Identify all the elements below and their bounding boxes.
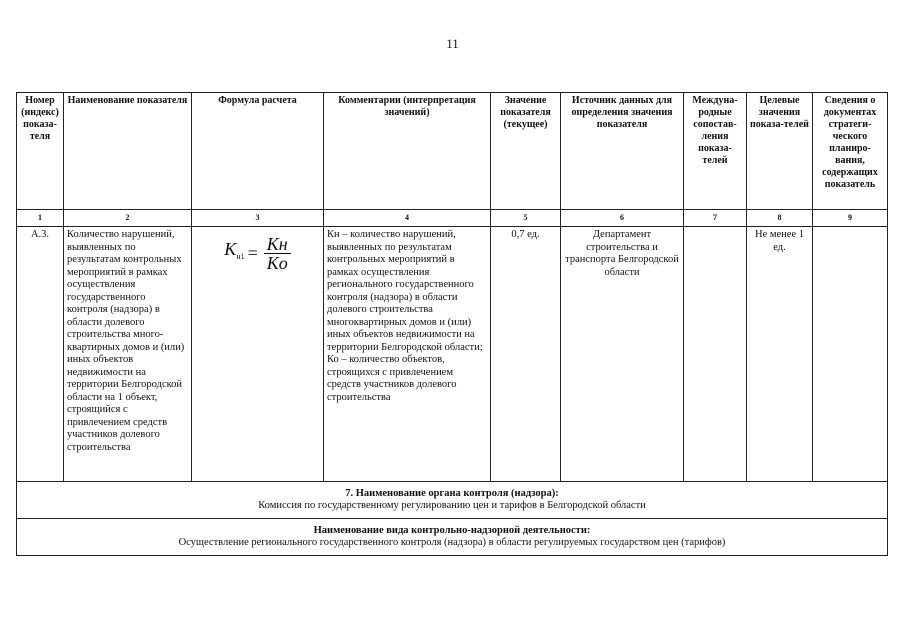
section-7-text: Комиссия по государственному регулированию цен и тарифов в Белгородской области [258,500,646,511]
activity-row [17,519,888,556]
indicator-international [684,227,747,482]
header-international: Междуна-родные сопостав-ления показа-телей [684,93,747,210]
formula: $K_{н1}$ = $\frac{Kн}{Kо}$ [195,235,320,272]
formula-denominator: Kо [266,253,288,273]
column-number: 2 [64,210,192,227]
column-number: 8 [747,210,813,227]
indicators-table [16,92,888,556]
header-target: Целевые значения показа-телей [747,93,813,210]
activity-cell [17,519,888,556]
indicator-comments: Кн – количество нарушений, выявленных по результатам контрольных мероприятий в рамках осуществления регионального государственного контроля (надзора) в области долевого строительства многоквартирных домов и (или) иных объектов недвижимости на территории Белгородской области; Ко – количество объектов, строящихся с привлечением средств участников долевого строительства [324,227,491,482]
indicator-index: А.3. [17,227,64,482]
indicator-value: 0,7 ед. [491,227,561,482]
indicator-documents [813,227,888,482]
formula-fraction [264,235,291,272]
section-7-cell [17,482,888,519]
header-documents: Сведения о документах стратеги-ческого планиро-вания, содержащих показатель [813,93,888,210]
header-name: Наименование показателя [64,93,192,210]
section-7-row [17,482,888,519]
formula-numerator: Kн [264,235,291,254]
header-value: Значение показателя (текущее) [491,93,561,210]
indicator-name: Количество нарушений, выявленных по результатам контрольных мероприятий в рамках осуществления государственного контроля (надзора) в области долевого строительства много-квартирных домов и (или) иных объектов недвижимости на территории Белгородской области на 1 объект, строящийся с привлечением средств участников долевого строительства [64,227,192,482]
column-number: 9 [813,210,888,227]
header-comments: Комментарии (интерпретация значений) [324,93,491,210]
page-number: 11 [446,36,459,51]
column-number: 3 [192,210,324,227]
indicator-target: Не менее 1 ед. [747,227,813,482]
column-number: 4 [324,210,491,227]
header-formula: Формула расчета [192,93,324,210]
header-row [17,93,888,210]
table-row [17,227,888,482]
column-number: 6 [561,210,684,227]
indicator-source: Департамент строительства и транспорта Белгородской области [561,227,684,482]
column-numbers-row [17,210,888,227]
formula-lhs: $K_{н1}$ [224,239,245,262]
header-index: Номер (индекс) показа-теля [17,93,64,210]
header-source: Источник данных для определения значения показателя [561,93,684,210]
column-number: 1 [17,210,64,227]
section-7-title: 7. Наименование органа контроля (надзора): [345,487,559,499]
activity-text: Осуществление регионального государственного контроля (надзора) в области регулируемых государством цен (тарифов) [178,537,726,548]
column-number: 5 [491,210,561,227]
activity-title: Наименование вида контрольно-надзорной деятельности: [313,524,591,536]
column-number: 7 [684,210,747,227]
formula-cell [192,227,324,482]
